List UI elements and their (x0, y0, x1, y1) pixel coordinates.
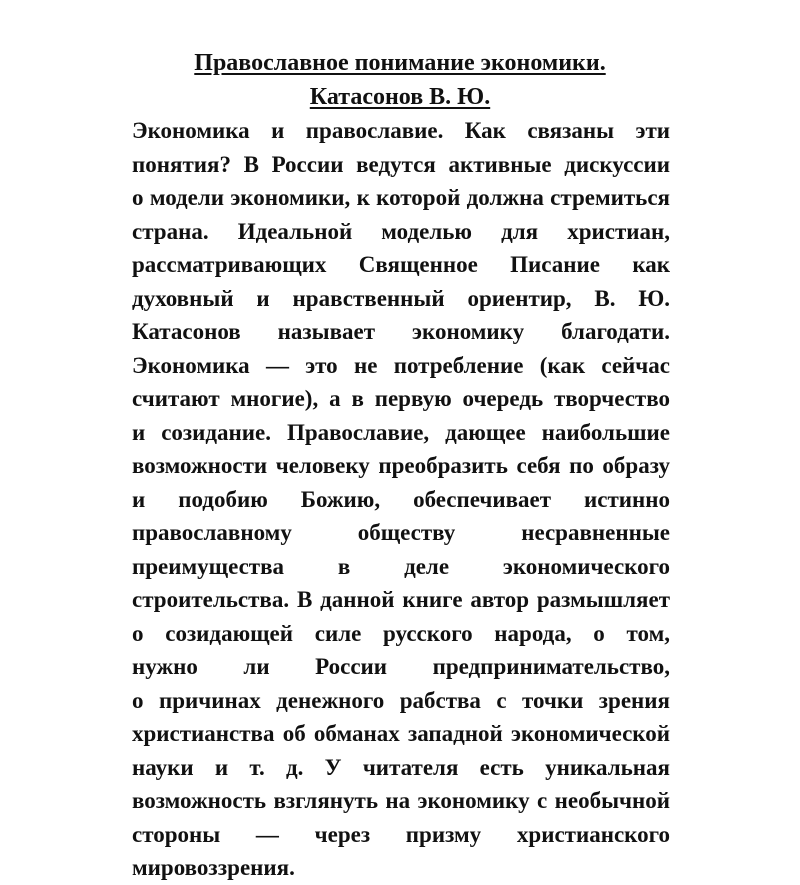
body-line: мировоззрения. (132, 855, 295, 880)
body-line: науки и т. д. У читателя есть уникальная (132, 754, 670, 780)
body-line: возможности человеку преобразить себя по образу (132, 453, 670, 478)
document-author: Катасонов В. Ю. (309, 84, 491, 110)
body-line: нужно ли России предпринимательство, (132, 654, 670, 679)
body-line: христианства об обманах западной экономической (132, 721, 670, 746)
body-line: возможность взглянуть на экономику с необычной (132, 788, 670, 813)
document-body (132, 114, 670, 885)
body-line: рассматривающих Священное Писание как (132, 252, 670, 277)
body-line: понятия? В России ведутся активные дискуссии (132, 151, 670, 177)
body-line: духовный и нравственный ориентир, В. Ю. (132, 285, 670, 311)
body-line: страна. Идеальной моделью для христиан, (132, 218, 670, 244)
body-line: Экономика — это не потребление (как сейчас (132, 352, 670, 378)
body-line: и созидание. Православие, дающее наибольшие (132, 419, 670, 445)
body-line: строительства. В данной книге автор размышляет (132, 587, 670, 612)
document-title: Православное понимание экономики. (194, 50, 606, 76)
body-line: православному обществу несравненные (132, 520, 670, 545)
body-line: преимущества в деле экономического (132, 553, 670, 579)
body-line: и подобию Божию, обеспечивает истинно (132, 486, 670, 512)
body-line: о созидающей силе русского народа, о том, (132, 620, 670, 646)
body-line: Катасонов называет экономику благодати. (132, 319, 670, 344)
body-line: стороны — через призму христианского (132, 821, 670, 847)
body-line: о причинах денежного рабства с точки зрения (132, 687, 670, 713)
body-line: считают многие), а в первую очередь творчество (132, 386, 670, 411)
body-line: о модели экономики, к которой должна стремиться (132, 185, 670, 210)
body-line: Экономика и православие. Как связаны эти (132, 118, 670, 143)
